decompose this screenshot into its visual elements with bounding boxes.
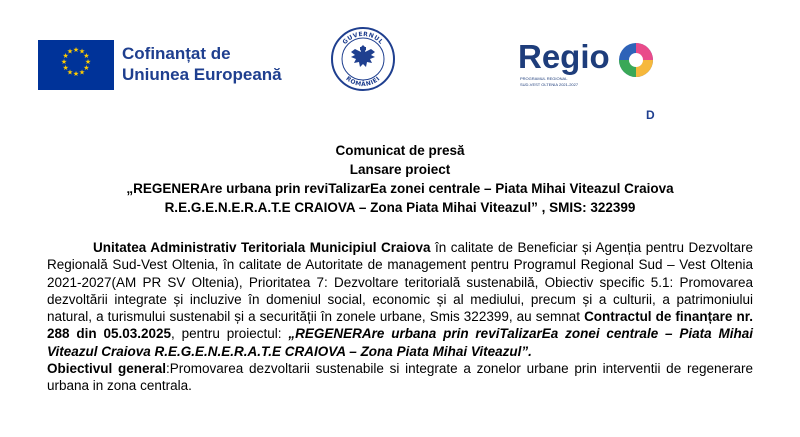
regio-subtitle-2: SUD-VEST OLTENIA 2021-2027 bbox=[520, 82, 579, 87]
body-paragraph bbox=[47, 239, 753, 395]
svg-text:★: ★ bbox=[60, 58, 68, 66]
body-text-1: în calitate de Beneficiar și Agenția pentru Dezvoltare Regională Sud-Vest Oltenia, în calitate de Autoritate de management pentru Programul Regional Sud – Vest Oltenia 2021-2027(AM PR SV Oltenia), Prioritatea 7: Dezvoltare teritorială sustenabilă, Obiectiv specific 5.1: Promovarea dezvoltării integrate și incluzive în domeniul social, economic și al mediului, precum și a culturii, a patrimoniului natural, a turismului sustenabil și a securității în zonele urbane, Smis 322399, au semnat bbox=[47, 240, 753, 325]
svg-text:★: ★ bbox=[72, 70, 80, 78]
press-release-title: Comunicat de presă bbox=[335, 143, 465, 158]
contract-reference: Contractul de finanțare nr. 288 din 05.03.2025 bbox=[47, 309, 754, 342]
launch-subtitle: Lansare proiect bbox=[349, 162, 451, 177]
svg-text:★: ★ bbox=[72, 46, 80, 54]
government-seal-logo bbox=[330, 23, 396, 95]
svg-text:★: ★ bbox=[84, 58, 92, 66]
svg-text:★: ★ bbox=[78, 47, 86, 56]
objective-label: Obiectivul general bbox=[47, 361, 167, 377]
svg-text:★: ★ bbox=[66, 68, 74, 77]
svg-text:★: ★ bbox=[83, 52, 90, 60]
body-text-2: , pentru proiectul: bbox=[171, 326, 289, 342]
eu-cofinancing-text bbox=[122, 43, 282, 85]
regio-wordmark: Regio bbox=[518, 38, 610, 75]
seal-text-bottom: ROMÂNIEI bbox=[344, 75, 382, 89]
objective-text: :Promovarea dezvoltarii sustenabile si integrate a zonelor urbane prin interventii de regenerare urbana in zona centrala. bbox=[47, 361, 753, 394]
eu-flag-icon bbox=[38, 40, 114, 90]
beneficiary-name: Unitatea Administrativ Teritoriala Municipiul Craiova bbox=[93, 240, 431, 255]
svg-text:★: ★ bbox=[83, 64, 90, 72]
corner-letter: D bbox=[646, 108, 655, 122]
project-title-line1: „REGENERAre urbana prin reviTalizarEa zonei centrale – Piata Mihai Viteazul Craiova bbox=[126, 181, 674, 196]
svg-text:★: ★ bbox=[62, 52, 69, 60]
eu-text-line1: Cofinanțat de bbox=[122, 44, 231, 63]
seal-text-top: GUVERNUL bbox=[341, 30, 385, 46]
svg-text:★: ★ bbox=[66, 47, 74, 56]
svg-text:★: ★ bbox=[62, 64, 69, 72]
project-name: „REGENERAre urbana prin reviTalizarEa zonei centrale – Piata Mihai Viteazul Craiova R.E.G.E.N.E.R.A.T.E CRAIOVA – Zona Piata Mihai Viteazul”. bbox=[47, 326, 754, 359]
eu-text-line2: Uniunea Europeană bbox=[122, 65, 282, 84]
regio-subtitle-1: PROGRAMUL REGIONAL bbox=[520, 76, 568, 81]
regio-colorful-o-icon bbox=[614, 38, 658, 82]
romanian-government-seal-icon bbox=[330, 23, 396, 95]
project-title-line2: R.E.G.E.N.E.R.A.T.E CRAIOVA – Zona Piata Mihai Viteazul” , SMIS: 322399 bbox=[164, 200, 636, 215]
regio-logo bbox=[518, 38, 658, 90]
eu-flag-logo bbox=[38, 40, 114, 90]
svg-text:★: ★ bbox=[78, 68, 86, 77]
